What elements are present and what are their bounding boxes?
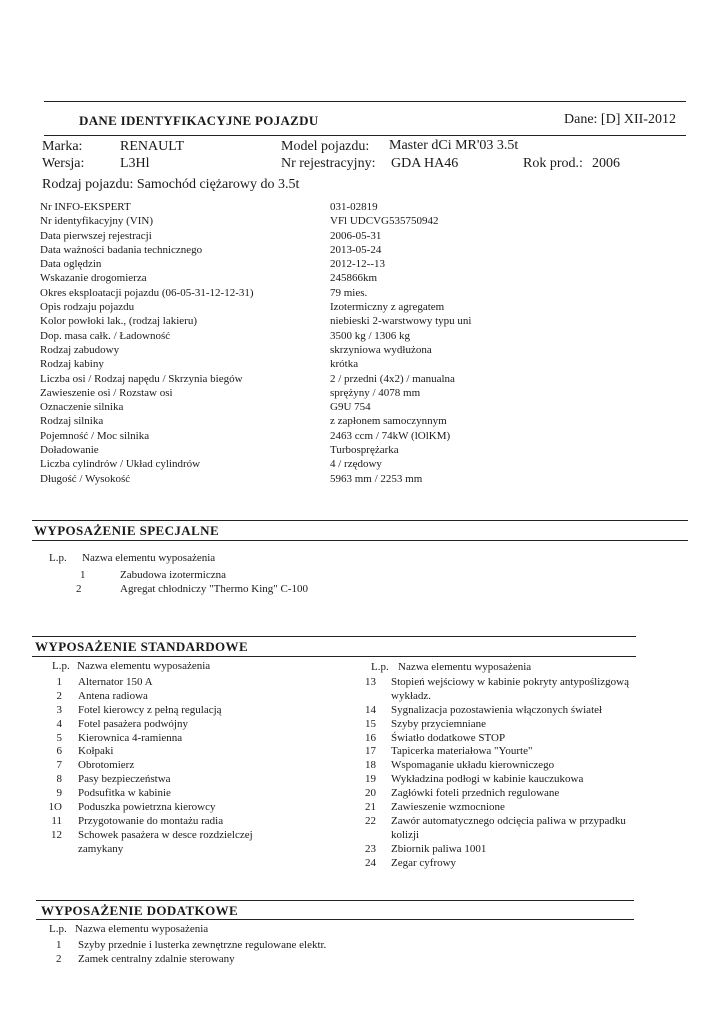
document-title: DANE IDENTYFIKACYJNE POJAZDU (79, 113, 319, 128)
model-value: Master dCi MR'03 3.5t (389, 138, 519, 153)
list-item (44, 745, 344, 759)
standard-header-name-right: Nazwa elementu wyposażenia (398, 661, 532, 673)
info-value: 2006-05-31 (330, 229, 382, 242)
list-item (358, 676, 688, 690)
special-item-number: 1 (80, 569, 86, 581)
item-name: Tapicerka materiałowa "Yourte" (391, 745, 533, 758)
item-name: Kołpaki (78, 745, 114, 758)
standard-bottom-rule (32, 656, 636, 657)
special-item-name: Zabudowa izotermiczna (120, 569, 226, 581)
item-number: 21 (365, 801, 376, 814)
standard-header-name-left: Nazwa elementu wyposażenia (77, 660, 211, 672)
item-number: 16 (365, 731, 376, 744)
info-value: sprężyny / 4078 mm (330, 386, 421, 399)
item-name: Fotel kierowcy z pełną regulacją (78, 703, 222, 716)
item-name: Stopień wejściowy w kabinie pokryty antypoślizgową (391, 676, 629, 688)
list-item (358, 857, 688, 871)
item-name: Zawieszenie wzmocnione (391, 801, 505, 814)
info-value: Turbosprężarka (330, 444, 399, 457)
header-bottom-rule (44, 135, 686, 136)
registration-label: Nr rejestracyjny: (281, 156, 376, 171)
info-label: Okres eksploatacji pojazdu (06-05-31-12-12-31) (40, 286, 254, 299)
list-item (44, 718, 344, 732)
info-value: 2012-12--13 (330, 258, 385, 271)
info-label: Wskazanie drogomierza (40, 272, 147, 285)
list-item (44, 690, 344, 704)
info-value: Izotermiczny z agregatem (330, 301, 445, 314)
list-item (358, 732, 688, 746)
item-name: Zbiornik paliwa 1001 (391, 842, 487, 855)
item-name: zamykany (78, 842, 124, 855)
info-value: 3500 kg / 1306 kg (330, 329, 411, 342)
item-name: Zagłówki foteli przednich regulowane (391, 787, 560, 800)
production-year-label: Rok prod.: (523, 156, 583, 171)
list-item (44, 759, 344, 773)
item-name: Zegar cyfrowy (391, 856, 457, 869)
list-item (44, 676, 344, 690)
item-number: 7 (56, 759, 62, 772)
item-name: Światło dodatkowe STOP (391, 731, 506, 744)
additional-item-name: Zamek centralny zdalnie sterowany (78, 953, 235, 965)
standard-top-rule (32, 636, 636, 637)
item-name: Podsufitka w kabinie (78, 787, 171, 800)
info-value: 79 mies. (330, 286, 368, 299)
info-value: 2013-05-24 (330, 243, 382, 256)
item-number: 14 (365, 703, 376, 716)
additional-item-number: 1 (56, 939, 62, 951)
item-number: 18 (365, 759, 376, 772)
list-item (358, 759, 688, 773)
info-value: 2463 ccm / 74kW (lOlKM) (330, 429, 451, 442)
info-value: 2 / przedni (4x2) / manualna (330, 372, 455, 385)
info-label: Rodzaj silnika (40, 415, 104, 428)
info-label: Nr identyfikacyjny (VIN) (40, 215, 154, 228)
additional-bottom-rule (36, 919, 634, 920)
additional-item-number: 2 (56, 953, 62, 965)
additional-top-rule (36, 900, 634, 901)
special-header-name: Nazwa elementu wyposażenia (82, 552, 216, 564)
special-item-name: Agregat chłodniczy "Thermo King" C-100 (120, 583, 308, 595)
item-name: Poduszka powietrzna kierowcy (78, 801, 216, 814)
info-label: Rodzaj kabiny (40, 358, 104, 371)
list-item (358, 801, 688, 815)
item-name: Schowek pasażera w desce rozdzielczej (78, 828, 253, 841)
item-name: Szyby przyciemniane (391, 717, 486, 730)
info-label: Dop. masa całk. / Ładowność (40, 329, 171, 342)
item-number: 6 (56, 745, 62, 758)
info-value: 031-02819 (330, 201, 378, 213)
info-value: VFl UDCVG535750942 (330, 215, 439, 228)
list-item (44, 829, 344, 843)
item-name: Kierownica 4-ramienna (78, 731, 183, 744)
model-label: Model pojazdu: (281, 139, 370, 154)
additional-item-name: Szyby przednie i lusterka zewnętrzne regulowane elektr. (78, 939, 327, 951)
special-header-lp: L.p. (49, 552, 67, 564)
additional-header-lp: L.p. (49, 923, 67, 935)
info-value: 4 / rzędowy (330, 458, 382, 471)
item-number: 1 (56, 676, 62, 688)
version-value: L3Hl (120, 156, 150, 171)
item-number: 17 (365, 745, 376, 758)
info-label: Długość / Wysokość (40, 472, 131, 485)
data-date: Dane: [D] XII-2012 (564, 112, 676, 127)
standard-equipment-title: WYPOSAŻENIE STANDARDOWE (35, 639, 249, 654)
info-value: G9U 754 (330, 401, 371, 414)
item-name: wykładz. (391, 689, 432, 702)
item-number: 22 (365, 814, 376, 827)
additional-header-name: Nazwa elementu wyposażenia (75, 923, 209, 935)
info-value: 5963 mm / 2253 mm (330, 472, 423, 485)
item-number: 2 (56, 689, 62, 702)
list-item (358, 843, 688, 857)
list-item (44, 787, 344, 801)
list-item (358, 704, 688, 718)
list-item (44, 732, 344, 746)
item-name: Sygnalizacja pozostawienia włączonych świateł (391, 703, 603, 716)
standard-list-left (44, 676, 344, 857)
item-name: kolizji (391, 828, 420, 841)
info-value: krótka (330, 358, 359, 371)
info-label: Oznaczenie silnika (40, 401, 124, 414)
item-number: 3 (56, 703, 62, 716)
production-year-value: 2006 (592, 156, 620, 171)
info-label: Data oględzin (40, 258, 102, 271)
list-item (44, 773, 344, 787)
info-label: Pojemność / Moc silnika (40, 429, 150, 442)
info-label: Data pierwszej rejestracji (40, 229, 152, 242)
list-item (358, 815, 688, 829)
item-number: 12 (51, 828, 62, 841)
special-bottom-rule (32, 540, 688, 541)
item-name: Wspomaganie układu kierowniczego (391, 759, 555, 772)
special-item-number: 2 (76, 583, 82, 595)
item-number: 24 (365, 856, 376, 869)
info-label: Liczba osi / Rodzaj napędu / Skrzynia biegów (40, 372, 243, 385)
item-number: 20 (365, 787, 376, 800)
list-item (44, 843, 344, 857)
info-value: z zapłonem samoczynnym (330, 415, 447, 428)
standard-list-right (358, 676, 688, 870)
additional-equipment-title: WYPOSAŻENIE DODATKOWE (41, 903, 239, 918)
item-number: 8 (56, 773, 62, 786)
make-value: RENAULT (120, 139, 185, 154)
item-number: 11 (51, 814, 62, 827)
list-item (44, 704, 344, 718)
list-item (358, 718, 688, 732)
list-item (358, 690, 688, 704)
item-name: Wykładzina podłogi w kabinie kauczukowa (391, 773, 584, 786)
registration-value: GDA HA46 (391, 156, 459, 171)
item-number: 15 (365, 717, 376, 730)
item-number: 23 (365, 842, 376, 855)
list-item (44, 815, 344, 829)
list-item (44, 801, 344, 815)
info-label: Liczba cylindrów / Układ cylindrów (40, 458, 201, 471)
item-name: Pasy bezpieczeństwa (78, 773, 171, 786)
item-name: Alternator 150 A (78, 676, 153, 688)
info-value: niebieski 2-warstwowy typu uni (330, 315, 472, 328)
version-label: Wersja: (42, 156, 85, 171)
item-name: Obrotomierz (78, 759, 135, 772)
info-label: Rodzaj zabudowy (40, 343, 120, 356)
info-label: Opis rodzaju pojazdu (40, 301, 135, 314)
header-top-rule (44, 101, 686, 102)
special-top-rule (32, 520, 688, 521)
item-number: 19 (365, 773, 376, 786)
item-number: 9 (56, 787, 62, 800)
list-item (358, 829, 688, 843)
standard-header-lp-right: L.p. (371, 661, 389, 673)
item-name: Fotel pasażera podwójny (78, 717, 188, 730)
info-labels (40, 200, 254, 486)
info-value: skrzyniowa wydłużona (330, 343, 432, 356)
vehicle-type: Rodzaj pojazdu: Samochód ciężarowy do 3.5t (42, 177, 300, 192)
list-item (358, 773, 688, 787)
item-number: 1O (48, 801, 62, 814)
make-label: Marka: (42, 139, 83, 154)
info-label: Kolor powłoki lak., (rodzaj lakieru) (40, 315, 198, 328)
list-item (358, 787, 688, 801)
item-number: 4 (56, 717, 62, 730)
info-label: Zawieszenie osi / Rozstaw osi (40, 386, 173, 399)
item-name: Przygotowanie do montażu radia (78, 814, 224, 827)
info-label: Data ważności badania technicznego (40, 243, 203, 256)
info-values (330, 200, 471, 486)
item-name: Zawór automatycznego odcięcia paliwa w przypadku (391, 814, 626, 827)
list-item (358, 745, 688, 759)
item-number: 5 (56, 731, 62, 744)
info-value: 245866km (330, 272, 378, 285)
special-equipment-title: WYPOSAŻENIE SPECJALNE (34, 523, 220, 538)
info-label: Nr INFO-EKSPERT (40, 201, 131, 213)
item-name: Antena radiowa (78, 689, 148, 702)
item-number: 13 (365, 676, 376, 688)
info-label: Doładowanie (40, 444, 99, 457)
standard-header-lp-left: L.p. (52, 660, 70, 672)
